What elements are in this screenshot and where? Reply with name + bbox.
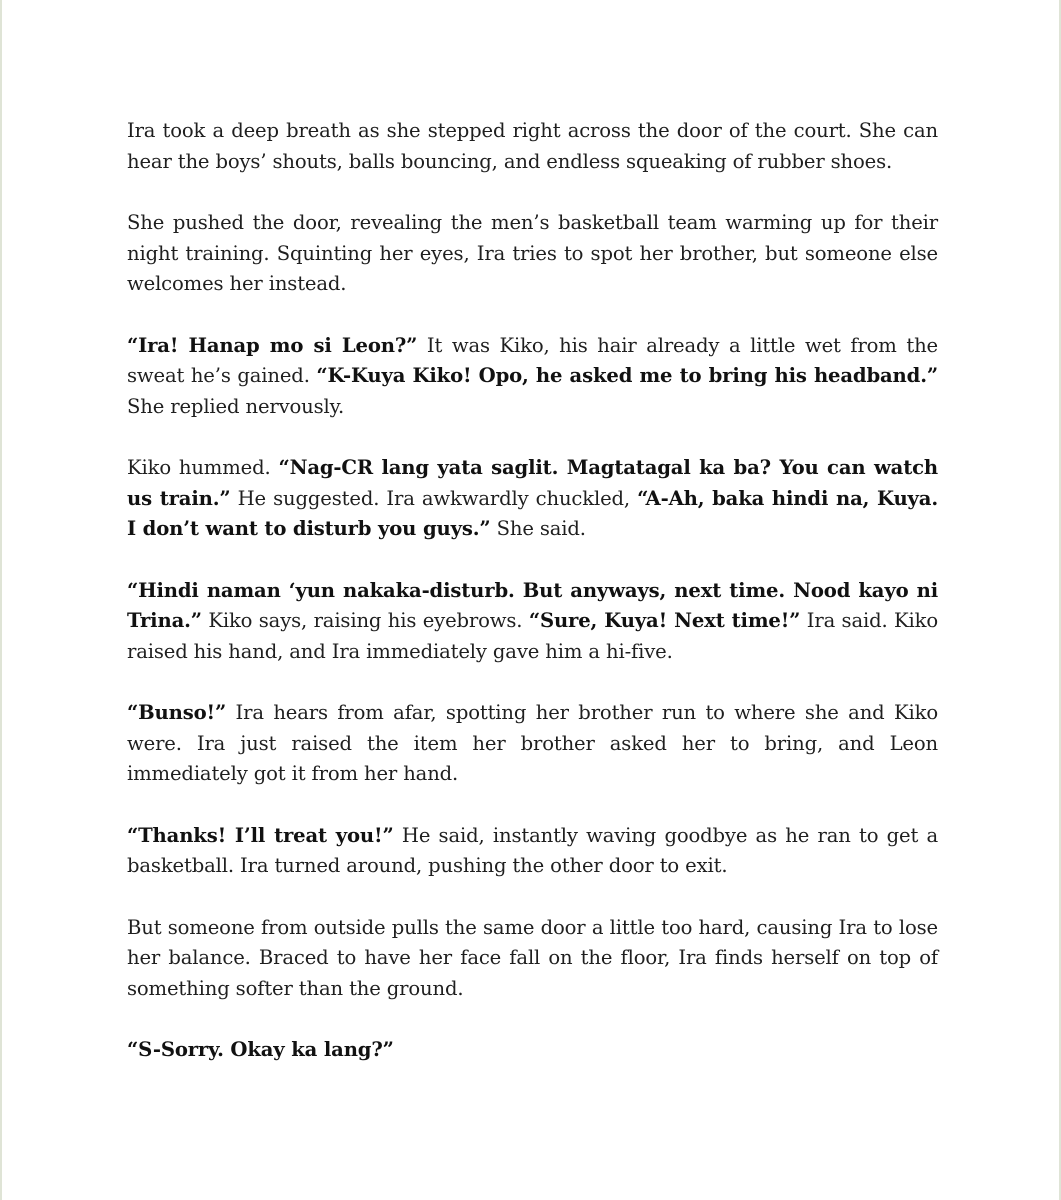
dialogue: “Thanks! I’ll treat you!” <box>127 823 394 847</box>
narration: Ira hears from afar, spotting her brother run to where she and Kiko were. Ira just raised the item her brother asked her to bring, and Leon immediately got it from her hand. <box>127 701 938 785</box>
story-text <box>127 116 938 1097</box>
narration: She pushed the door, revealing the men’s basketball team warming up for their night training. Squinting her eyes, Ira tries to spot her brother, but someone else welcomes her instead. <box>127 211 938 295</box>
paragraph-8 <box>127 913 938 1005</box>
paragraph-9 <box>127 1035 938 1066</box>
paragraph-6 <box>127 698 938 790</box>
narration: He said, instantly waving goodbye as he ran to get a basketball. Ira turned around, pushing the other door to exit. <box>127 823 938 877</box>
dialogue: “Nag-CR lang yata saglit. Magtatagal ka ba? You can watch us train.” <box>127 456 938 510</box>
dialogue: “A-Ah, baka hindi na, Kuya. I don’t want to disturb you guys.” <box>127 486 938 540</box>
dialogue: “Ira! Hanap mo si Leon?” <box>127 333 418 357</box>
dialogue: “Sure, Kuya! Next time!” <box>528 609 801 632</box>
narration: Kiko says, raising his eyebrows. <box>201 609 529 632</box>
narration: Kiko hummed. <box>127 456 279 479</box>
paragraph-1 <box>127 116 938 177</box>
narration: It was Kiko, his hair already a little wet from the sweat he’s gained. <box>127 333 938 387</box>
narration: Ira took a deep breath as she stepped right across the door of the court. She can hear the boys’ shouts, balls bouncing, and endless squeaking of rubber shoes. <box>127 119 938 173</box>
narration: Ira said. Kiko raised his hand, and Ira immediately gave him a hi-five. <box>127 609 939 663</box>
paragraph-3 <box>127 331 938 423</box>
narration: She replied nervously. <box>127 394 345 418</box>
paragraph-2 <box>127 208 938 300</box>
dialogue: “Hindi naman ‘yun nakaka-disturb. But anyways, next time. Nood kayo ni Trina.” <box>127 578 938 632</box>
narration: But someone from outside pulls the same door a little too hard, causing Ira to lose her balance. Braced to have her face fall on the floor, Ira finds herself on top of something softer than the ground. <box>127 915 938 1000</box>
paragraph-5 <box>127 576 938 668</box>
dialogue: “K-Kuya Kiko! Opo, he asked me to bring his headband.” <box>316 364 938 387</box>
dialogue: “Bunso!” <box>127 701 227 724</box>
narration: She said. <box>490 517 586 540</box>
dialogue: “S-Sorry. Okay ka lang?” <box>127 1038 394 1061</box>
narration: He suggested. Ira awkwardly chuckled, <box>230 486 638 510</box>
paragraph-4 <box>127 453 938 545</box>
paragraph-7 <box>127 821 938 882</box>
